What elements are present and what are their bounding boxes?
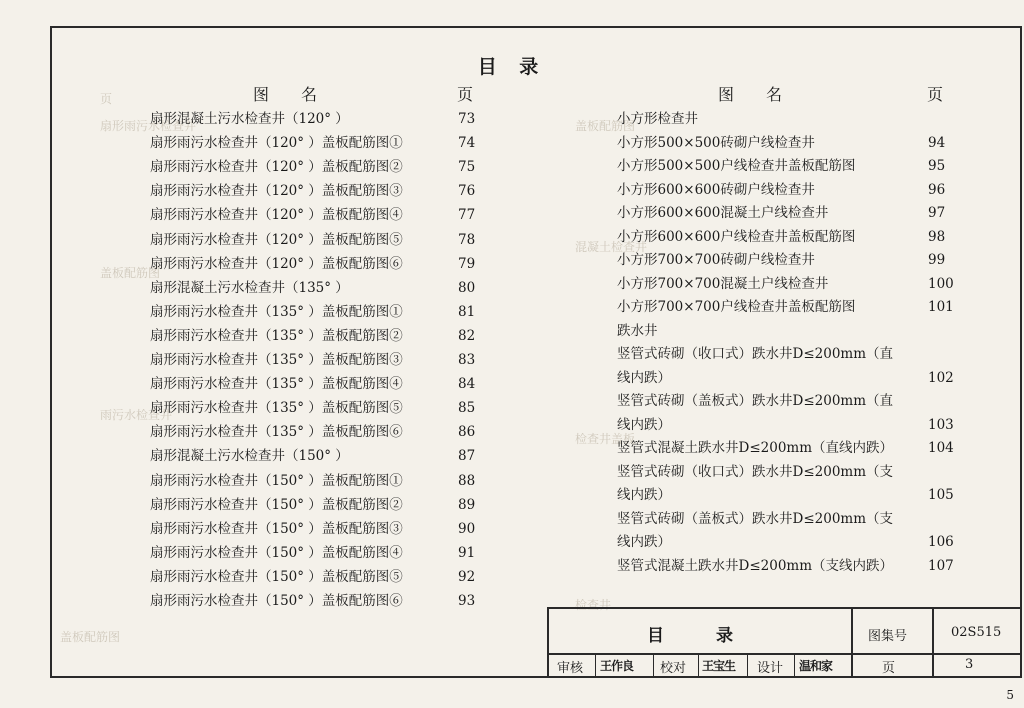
contents-entry-page: 92 — [458, 568, 476, 585]
check-label: 校对 — [660, 661, 687, 676]
contents-entry-page: 76 — [458, 183, 476, 200]
contents-entry-page: 77 — [458, 207, 476, 224]
contents-entry-page: 102 — [928, 369, 954, 386]
contents-entry-page: 93 — [458, 593, 476, 609]
contents-entry-page: 85 — [458, 400, 476, 417]
review-signature: 王作良 — [600, 659, 634, 673]
contents-entry-name: 小方形700×700砖砌户线检查井 — [617, 252, 815, 268]
page-number: 3 — [965, 657, 974, 672]
contents-entry-page: 97 — [928, 205, 946, 221]
contents-entry-name: 小方形700×700户线检查井盖板配筋图 — [617, 299, 856, 315]
contents-entry-page: 84 — [458, 376, 476, 393]
contents-entry-name: 线内跌） — [617, 534, 671, 550]
contents-entry-name: 扇形雨污水检查井（120° ）盖板配筋图④ — [150, 207, 403, 224]
contents-entry-page: 89 — [458, 496, 476, 513]
contents-entry-page: 98 — [928, 228, 946, 245]
contents-entry-page: 82 — [458, 327, 476, 344]
contents-entry-page: 95 — [928, 158, 946, 174]
contents-entry-name: 扇形混凝土污水检查井（135° ） — [150, 279, 349, 296]
contents-entry-name: 线内跌） — [617, 369, 671, 386]
contents-entry-name: 扇形雨污水检查井（120° ）盖板配筋图② — [150, 159, 403, 176]
contents-entry-page: 103 — [928, 416, 954, 433]
contents-entry-name: 线内跌） — [617, 416, 671, 433]
title-block-name: 目 录 — [647, 626, 739, 646]
contents-entry-page: 86 — [458, 424, 476, 441]
contents-entry-page: 106 — [928, 534, 954, 550]
contents-entry-page: 91 — [458, 544, 476, 561]
contents-entry-page: 94 — [928, 134, 946, 151]
contents-entry-name: 小方形600×600砖砌户线检查井 — [617, 181, 815, 198]
design-signature: 温和家 — [799, 659, 833, 673]
contents-entry-page: 83 — [458, 352, 476, 368]
contents-entry-name: 扇形混凝土污水检查井（150° ） — [150, 448, 349, 465]
contents-entry-name: 扇形雨污水检查井（120° ）盖板配筋图⑤ — [150, 231, 403, 248]
contents-entry-page: 74 — [458, 135, 476, 152]
contents-entry-name: 扇形雨污水检查井（150° ）盖板配筋图① — [150, 472, 403, 489]
page-label: 页 — [882, 661, 896, 676]
contents-entry-page: 75 — [458, 159, 476, 176]
contents-entry-name: 跌水井 — [617, 322, 658, 339]
contents-entry-page: 80 — [458, 279, 476, 296]
left-page-header: 页 — [457, 85, 474, 104]
contents-entry-name: 扇形混凝土污水检查井（120° ） — [150, 111, 349, 127]
contents-entry-page: 79 — [458, 255, 476, 272]
contents-entry-page: 99 — [928, 252, 946, 268]
contents-entry-name: 扇形雨污水检查井（135° ）盖板配筋图④ — [150, 376, 403, 393]
contents-entry-page: 78 — [458, 231, 476, 248]
contents-entry-name: 扇形雨污水检查井（135° ）盖板配筋图⑤ — [150, 400, 403, 417]
contents-entry-name: 小方形500×500户线检查井盖板配筋图 — [617, 158, 856, 174]
contents-entry-name: 竖管式砖砌（收口式）跌水井D≤200mm（直 — [617, 346, 894, 362]
right-page-header: 页 — [927, 85, 944, 104]
contents-entry-page: 96 — [928, 181, 946, 198]
contents-entry-name: 小方形600×600混凝土户线检查井 — [617, 205, 829, 221]
contents-entry-name: 竖管式砖砌（收口式）跌水井D≤200mm（支 — [617, 463, 894, 480]
right-name-header: 图 名 — [718, 85, 783, 104]
contents-entry-name: 小方形700×700混凝土户线检查井 — [617, 275, 829, 292]
contents-entry-name: 扇形雨污水检查井（135° ）盖板配筋图⑥ — [150, 424, 403, 441]
review-label: 审核 — [557, 661, 584, 676]
contents-entry-page: 88 — [458, 472, 476, 489]
contents-entry-name: 小方形500×500砖砌户线检查井 — [617, 134, 815, 151]
contents-entry-page: 73 — [458, 111, 476, 127]
contents-entry-name: 扇形雨污水检查井（135° ）盖板配筋图① — [150, 303, 403, 320]
contents-entry-page: 81 — [458, 303, 476, 320]
contents-entry-page: 100 — [928, 275, 954, 292]
contents-entry-name: 扇形雨污水检查井（150° ）盖板配筋图⑤ — [150, 568, 403, 585]
contents-entry-name: 扇形雨污水检查井（120° ）盖板配筋图⑥ — [150, 255, 403, 272]
contents-entry-name: 扇形雨污水检查井（150° ）盖板配筋图⑥ — [150, 593, 403, 609]
atlas-no: 02S515 — [951, 625, 1002, 640]
contents-entry-page: 101 — [928, 299, 954, 315]
atlas-no-label: 图集号 — [868, 629, 908, 644]
contents-entry-page: 104 — [928, 440, 954, 456]
contents-entry-name: 线内跌） — [617, 487, 671, 503]
contents-entry-page: 105 — [928, 487, 954, 503]
page-title: 目 录 — [477, 56, 547, 78]
contents-entry-page: 87 — [458, 448, 476, 465]
sheet-number: 5 — [1006, 688, 1014, 702]
contents-entry-name: 竖管式混凝土跌水井D≤200mm（支线内跌） — [617, 557, 894, 574]
contents-entry-name: 扇形雨污水检查井（120° ）盖板配筋图③ — [150, 183, 403, 200]
contents-entry-page: 107 — [928, 557, 954, 574]
contents-entry-name: 小方形600×600户线检查井盖板配筋图 — [617, 228, 856, 245]
contents-entry-name: 竖管式砖砌（盖板式）跌水井D≤200mm（直 — [617, 393, 894, 409]
contents-entry-name: 竖管式砖砌（盖板式）跌水井D≤200mm（支 — [617, 510, 894, 527]
design-label: 设计 — [757, 661, 784, 676]
contents-entry-name: 竖管式混凝土跌水井D≤200mm（直线内跌） — [617, 440, 894, 456]
contents-entry-name: 扇形雨污水检查井（135° ）盖板配筋图② — [150, 327, 403, 344]
contents-entry-name: 扇形雨污水检查井（120° ）盖板配筋图① — [150, 135, 403, 152]
contents-entry-name: 扇形雨污水检查井（135° ）盖板配筋图③ — [150, 352, 403, 368]
title-block — [547, 607, 1022, 678]
left-name-header: 图 名 — [253, 85, 318, 104]
contents-entry-page: 90 — [458, 520, 476, 537]
contents-entry-name: 扇形雨污水检查井（150° ）盖板配筋图④ — [150, 544, 403, 561]
contents-entry-name: 小方形检查井 — [617, 111, 698, 127]
check-signature: 王宝生 — [702, 659, 736, 673]
contents-entry-name: 扇形雨污水检查井（150° ）盖板配筋图③ — [150, 520, 403, 537]
contents-entry-name: 扇形雨污水检查井（150° ）盖板配筋图② — [150, 496, 403, 513]
